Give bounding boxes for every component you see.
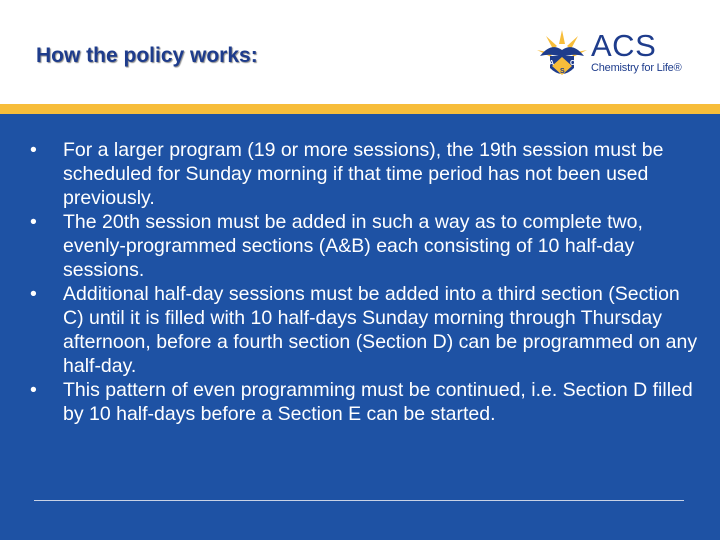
slide-header: [0, 0, 720, 104]
bullet-marker: •: [30, 211, 37, 233]
slide-body: [0, 114, 720, 540]
slide-title: How the policy works:: [36, 44, 258, 67]
logo-tagline: Chemistry for Life®: [591, 62, 682, 74]
bottom-divider: [34, 500, 684, 501]
bullet-item: [24, 378, 704, 426]
bullet-marker: •: [30, 139, 37, 161]
bullet-item: [24, 138, 704, 210]
bullet-marker: •: [30, 283, 37, 305]
bullet-item: [24, 210, 704, 282]
bullet-list: [24, 138, 704, 426]
bullet-item: [24, 282, 704, 378]
bullet-text: This pattern of even programming must be continued, i.e. Section D filled by 10 half-days before a Section E can be started.: [63, 379, 693, 425]
seal-letter: C: [570, 60, 576, 67]
bullet-text: Additional half-day sessions must be added into a third section (Section C) until it is filled with 10 half-days Sunday morning through Thursday afternoon, before a fourth section (Section D) can be programmed on any half-day.: [63, 283, 698, 377]
logo-wordmark: ACS: [591, 28, 657, 63]
acs-logo: [534, 26, 684, 82]
bullet-text: The 20th session must be added in such a way as to complete two, evenly-programmed sections (A&B) each consisting of 10 half-day sessions.: [63, 211, 643, 281]
seal-letter: A: [549, 60, 555, 67]
bullet-text: For a larger program (19 or more sessions), the 19th session must be scheduled for Sunday morning if that time period has not been used previously.: [63, 139, 664, 209]
accent-bar: [0, 104, 720, 114]
bullet-marker: •: [30, 379, 37, 401]
seal-letter: S: [560, 68, 565, 75]
